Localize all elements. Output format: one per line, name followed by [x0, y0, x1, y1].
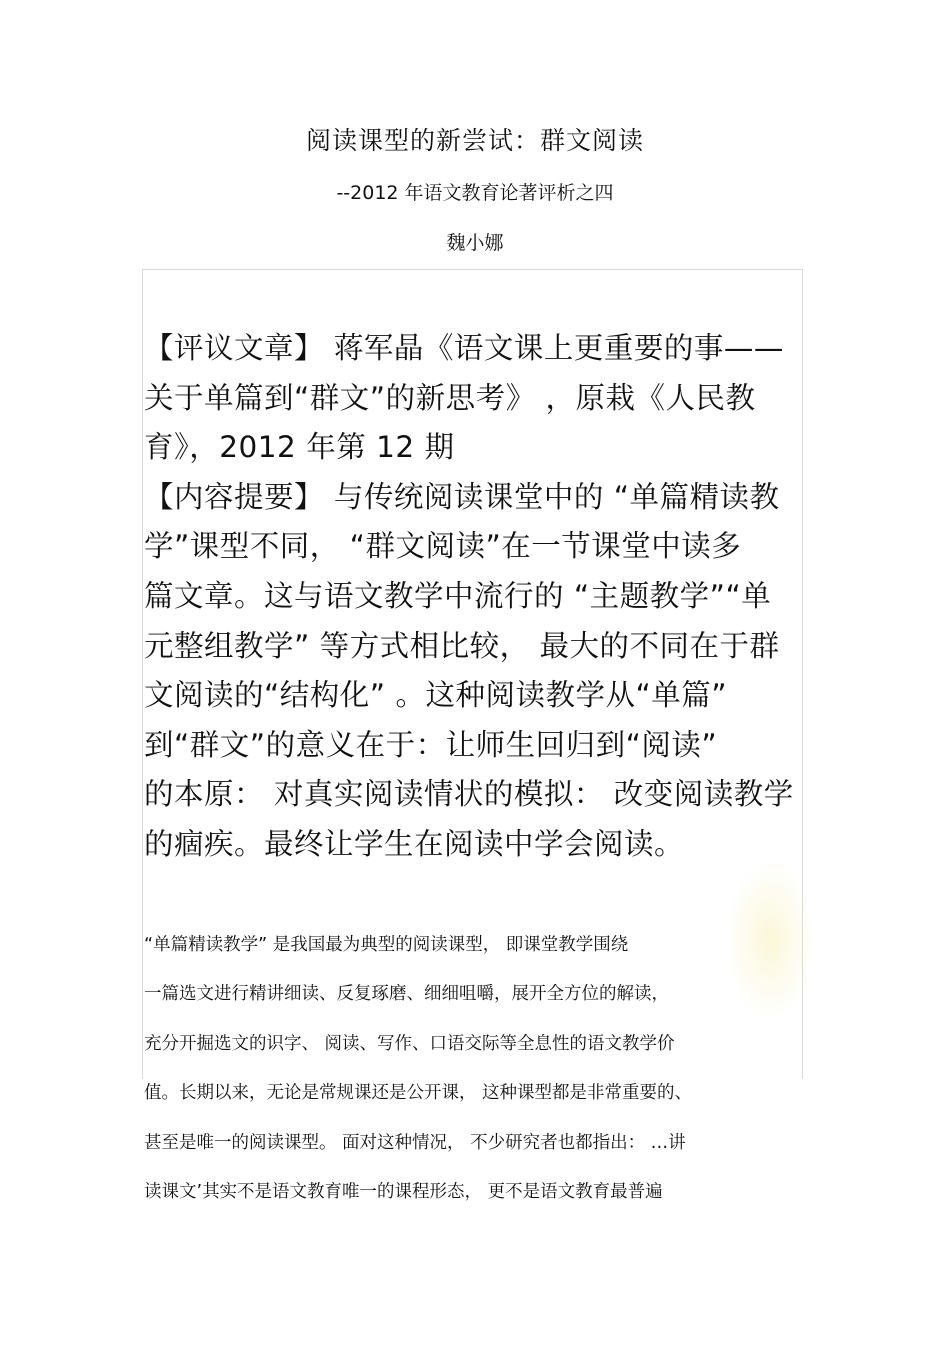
summary-block [144, 324, 806, 870]
body-line: 一篇选文进行精讲细读、反复琢磨、细细咀嚼，展开全方位的解读， [144, 984, 669, 1005]
summary-line: 关于单篇到“群文”的新思考》 ，原栽《人民教 [144, 380, 756, 415]
body-line: “单篇精读教学” 是我国最为典型的阅读课型， 即课堂教学围绕 [144, 935, 629, 955]
body-line: 读课文’其实不是语文教育唯一的课程形态， 更不是语文教育最普遍 [144, 1181, 663, 1202]
body-line: 充分开掘选文的识字、 阅读、写作、口语交际等全息性的语文教学价 [144, 1033, 675, 1054]
summary-line: 的本原： 对真实阅读情状的模拟： 改变阅读教学 [144, 777, 794, 812]
summary-line: 【内容提要】 与传统阅读课堂中的 “单篇精读教 [144, 479, 780, 514]
summary-line: 文阅读的“结构化” 。这种阅读教学从“单篇” [144, 678, 728, 713]
document-title: 阅读课型的新尝试：群文阅读 [305, 126, 644, 155]
summary-line: 元整组教学” 等方式相比较， 最大的不同在于群 [144, 628, 780, 663]
body-line: 值。长期以来，无论是常规课还是公开课， 这种课型都是非常重要的、 [144, 1083, 693, 1104]
summary-line: 篇文章。这与语文教学中流行的 “主题教学”“单 [144, 578, 772, 613]
summary-line: 学”课型不同， “群文阅读”在一节课堂中读多 [144, 529, 742, 564]
author-name: 魏小娜 [446, 232, 504, 254]
summary-line: 到“群文”的意义在于：让师生回归到“阅读” [144, 727, 718, 762]
summary-line: 【评议文章】 蒋军晶《语文课上更重要的事—— [144, 331, 784, 365]
document-subtitle: --2012 年语文教育论著评析之四 [336, 182, 614, 204]
summary-line: 的痼疾。最终让学生在阅读中学会阅读。 [144, 826, 685, 861]
summary-line: 育》，2012 年第 12 期 [144, 430, 455, 465]
body-line: 甚至是唯一的阅读课型。 面对这种情况， 不少研究者也都指出： …讲 [144, 1132, 686, 1153]
body-paragraph [144, 921, 806, 1217]
